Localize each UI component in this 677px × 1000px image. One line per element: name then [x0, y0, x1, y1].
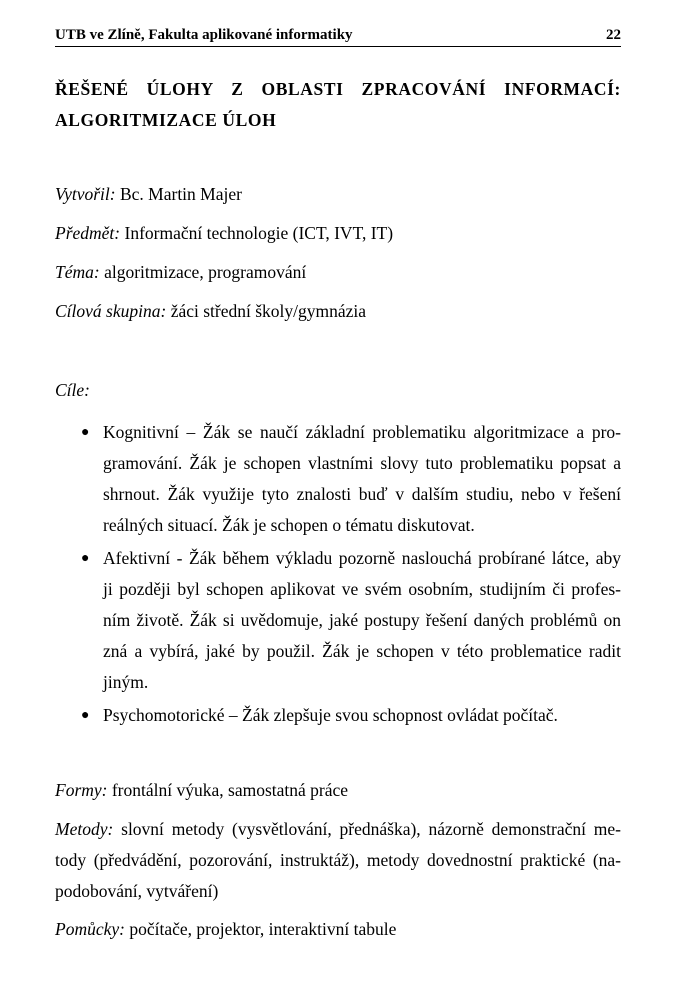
forms-label: Formy: — [55, 780, 108, 800]
document-page — [55, 0, 621, 1000]
goal-line: gramování. Žák je schopen vlastními slovy tuto problematiku popsat a — [103, 453, 621, 473]
section-title — [55, 74, 621, 136]
goal-line: ním životě. Žák si uvědomuje, jaké postupy řešení daných problémů on — [103, 610, 621, 630]
methods-label: Metody: — [55, 819, 114, 839]
goal-line: zná a vybírá, jaké by použil. Žák je schopen v této problematice radit — [103, 641, 621, 661]
goal-line: ji později byl schopen aplikovat ve svém osobním, studijním či profes- — [103, 579, 621, 599]
methods-paragraph — [55, 814, 621, 907]
meta-topic-label: Téma: — [55, 262, 100, 282]
methods-line-3: podobování, vytváření) — [55, 881, 219, 901]
aids-label: Pomůcky: — [55, 919, 125, 939]
meta-target-value: žáci střední školy/gymnázia — [166, 301, 367, 321]
header-page-number: 22 — [606, 27, 621, 43]
meta-target-label: Cílová skupina: — [55, 301, 167, 321]
methods-value: slovní metody (vysvětlování, přednáška), názorně demonstrační me- — [113, 819, 621, 839]
meta-target-group — [55, 299, 621, 323]
aids-paragraph — [55, 914, 621, 945]
meta-subject-label: Předmět: — [55, 223, 121, 243]
list-item — [55, 543, 621, 698]
methods-line-1 — [55, 814, 621, 845]
list-item — [55, 700, 621, 731]
aids-value: počítače, projektor, interaktivní tabule — [124, 919, 397, 939]
meta-topic — [55, 260, 621, 284]
forms-paragraph — [55, 775, 621, 806]
methods-line-2: tody (předvádění, pozorování, instruktáž), metody dovednostní praktické (na- — [55, 850, 621, 870]
meta-subject — [55, 221, 621, 245]
forms-value: frontální výuka, samostatná práce — [107, 780, 349, 800]
bullet-icon: ● — [81, 551, 90, 566]
meta-author-label: Vytvořil: — [55, 184, 116, 204]
goal-line: Afektivní - Žák během výkladu pozorně naslouchá probírané látce, aby — [103, 548, 621, 568]
bullet-icon: ● — [81, 425, 90, 440]
goals-list — [55, 417, 621, 733]
bullet-icon: ● — [81, 708, 90, 723]
meta-author — [55, 182, 621, 206]
running-header — [55, 26, 621, 47]
meta-topic-value: algoritmizace, programování — [99, 262, 307, 282]
goal-line: Kognitivní – Žák se naučí základní problematiku algoritmizace a pro- — [103, 422, 621, 442]
goal-line: shrnout. Žák využije tyto znalosti buď v dalším studiu, nebo v řešení — [103, 484, 621, 504]
goals-label: Cíle: — [55, 380, 90, 400]
header-institution: UTB ve Zlíně, Fakulta aplikované informatiky — [55, 27, 353, 43]
goal-line: jiným. — [103, 672, 149, 692]
goal-line: Psychomotorické – Žák zlepšuje svou schopnost ovládat počítač. — [103, 705, 558, 725]
list-item — [55, 417, 621, 541]
goal-line: reálných situací. Žák je schopen o tématu diskutovat. — [103, 515, 475, 535]
section-title-line-2: ALGORITMIZACE ÚLOH — [55, 110, 277, 130]
section-title-line-1: ŘEŠENÉ ÚLOHY Z OBLASTI ZPRACOVÁNÍ INFORMACÍ: — [55, 79, 621, 99]
meta-subject-value: Informační technologie (ICT, IVT, IT) — [120, 223, 394, 243]
meta-author-value: Bc. Martin Majer — [115, 184, 242, 204]
